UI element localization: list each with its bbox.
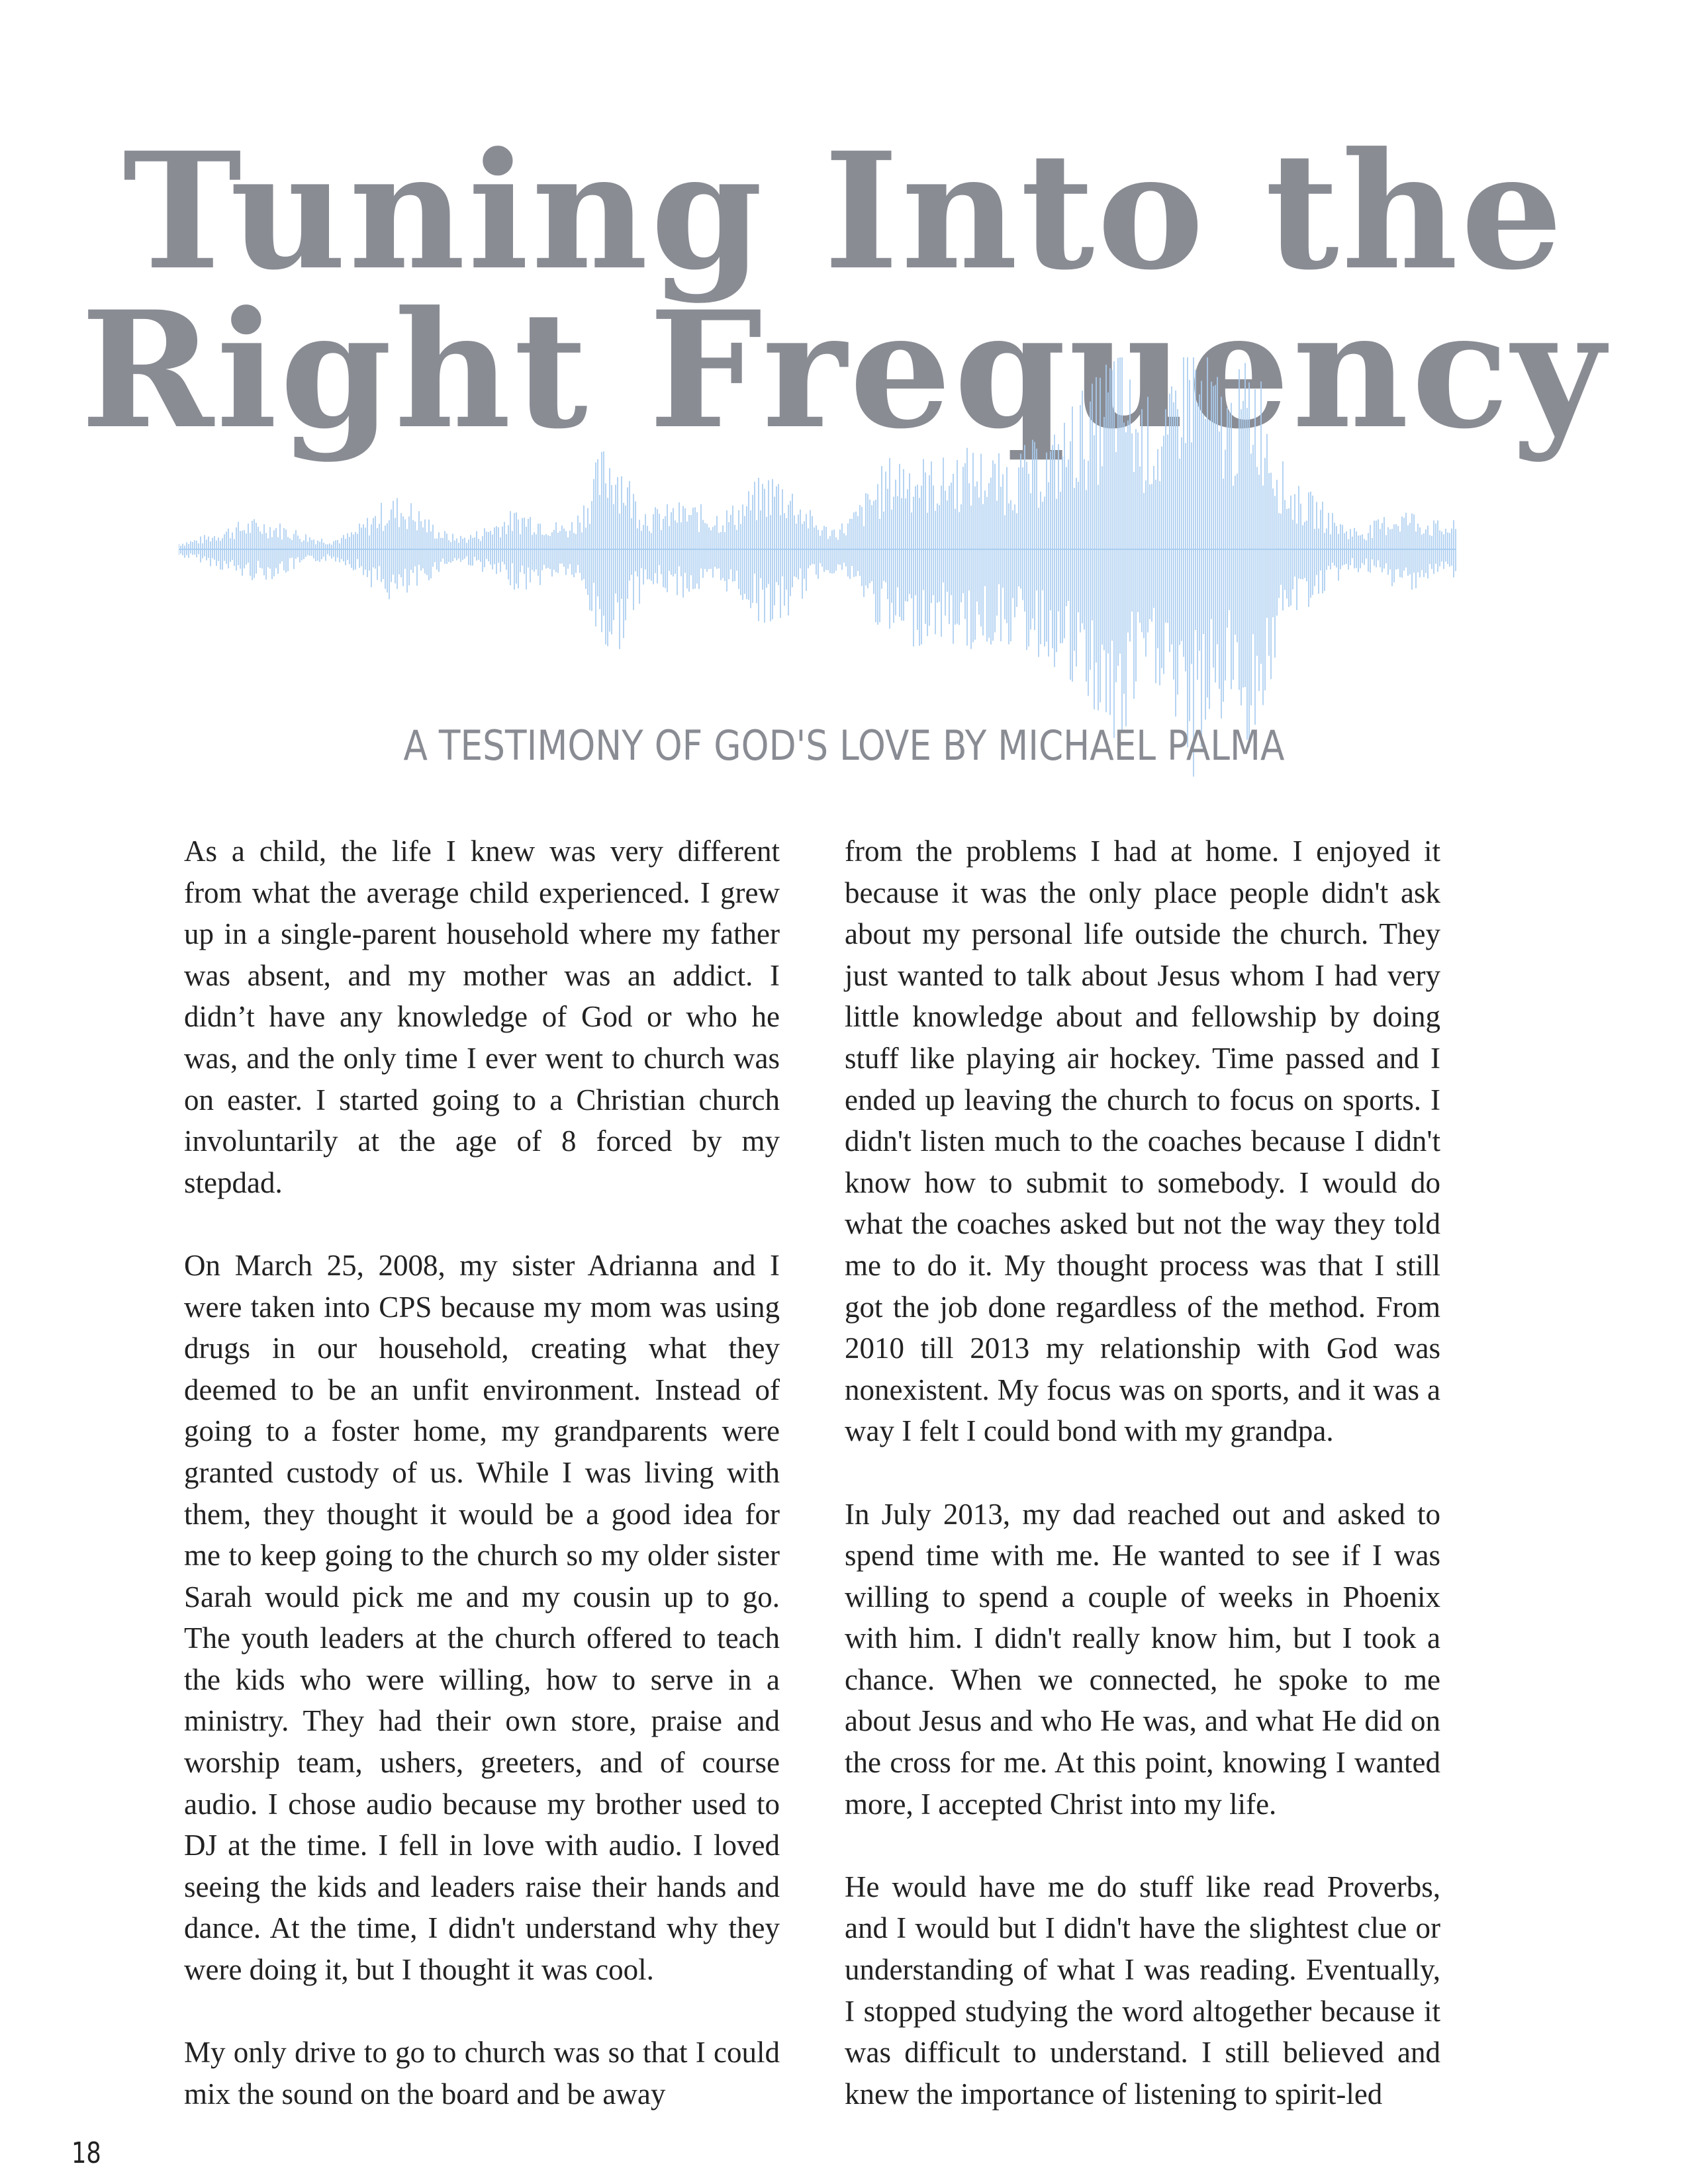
paragraph-sports: from the problems I had at home. I enjoyed it because it was the only place people didn't ask about my personal life outside the church. They just wanted to talk about Jesus whom I had very little knowledge about and fellowship by doing stuff like playing air hockey. Time passed and I ended up leaving the church to focus on sports. I didn't listen much to the coaches because I didn't know how to submit to somebody. I would do what the coaches asked but not the way they told me to do it. My thought process was that I still got the job done regardless of the method. From 2010 till 2013 my relationship with God was nonexistent. My focus was on sports, and it was a way I felt I could bond with my grandpa. <box>845 835 1440 1448</box>
paragraph-cps: On March 25, 2008, my sister Adrianna and I were taken into CPS because my mom was using drugs in our household, creating what they deemed to be an unfit environment. Instead of going to a foster home, my grandparents were granted custody of us. While I was living with them, they thought it would be a good idea for me to keep going to the church so my older sister Sarah would pick me and my cousin up to go. The youth leaders at the church offered to teach the kids who were willing, how to serve in a ministry. They had their own store, praise and worship team, ushers, greeters, and of course audio. I chose audio because my brother used to DJ at the time. I fell in love with audio. I loved seeing the kids and leaders raise their hands and dance. At the time, I didn't understand why they were doing it, but I thought it was cool. <box>184 1248 780 1987</box>
page-number: 18 <box>71 2136 101 2170</box>
article-title-line-2: Right Frequency <box>80 277 1608 465</box>
body-column-right <box>845 831 1440 2115</box>
body-column-left <box>184 831 780 2115</box>
article-title-line-1: Tuning Into the <box>122 118 1566 306</box>
paragraph-proverbs: He would have me do stuff like read Proverbs, and I would but I didn't have the slightest clue or understanding of what I was reading. Eventually, I stopped studying the word altogether because it was difficult to understand. I still believed and knew the importance of listening to spirit-led <box>845 1870 1440 2111</box>
paragraph-church-drive: My only drive to go to church was so that I could mix the sound on the board and be away <box>184 2036 780 2111</box>
article-byline: A TESTIMONY OF GOD'S LOVE BY MICHAEL PALMA <box>403 721 1285 770</box>
paragraph-childhood: As a child, the life I knew was very different from what the average child experienced. I grew up in a single-parent household where my father was absent, and my mother was an addict. I didn’t have any knowledge of God or who he was, and the only time I ever went to church was on easter. I started going to a Christian church involuntarily at the age of 8 forced by my stepdad. <box>184 835 780 1199</box>
paragraph-phoenix: In July 2013, my dad reached out and asked to spend time with me. He wanted to see if I was willing to spend a couple of weeks in Phoenix with him. I didn't really know him, but I took a chance. When we connected, he spoke to me about Jesus and who He was, and what He did on the cross for me. At this point, knowing I wanted more, I accepted Christ into my life. <box>845 1497 1440 1821</box>
